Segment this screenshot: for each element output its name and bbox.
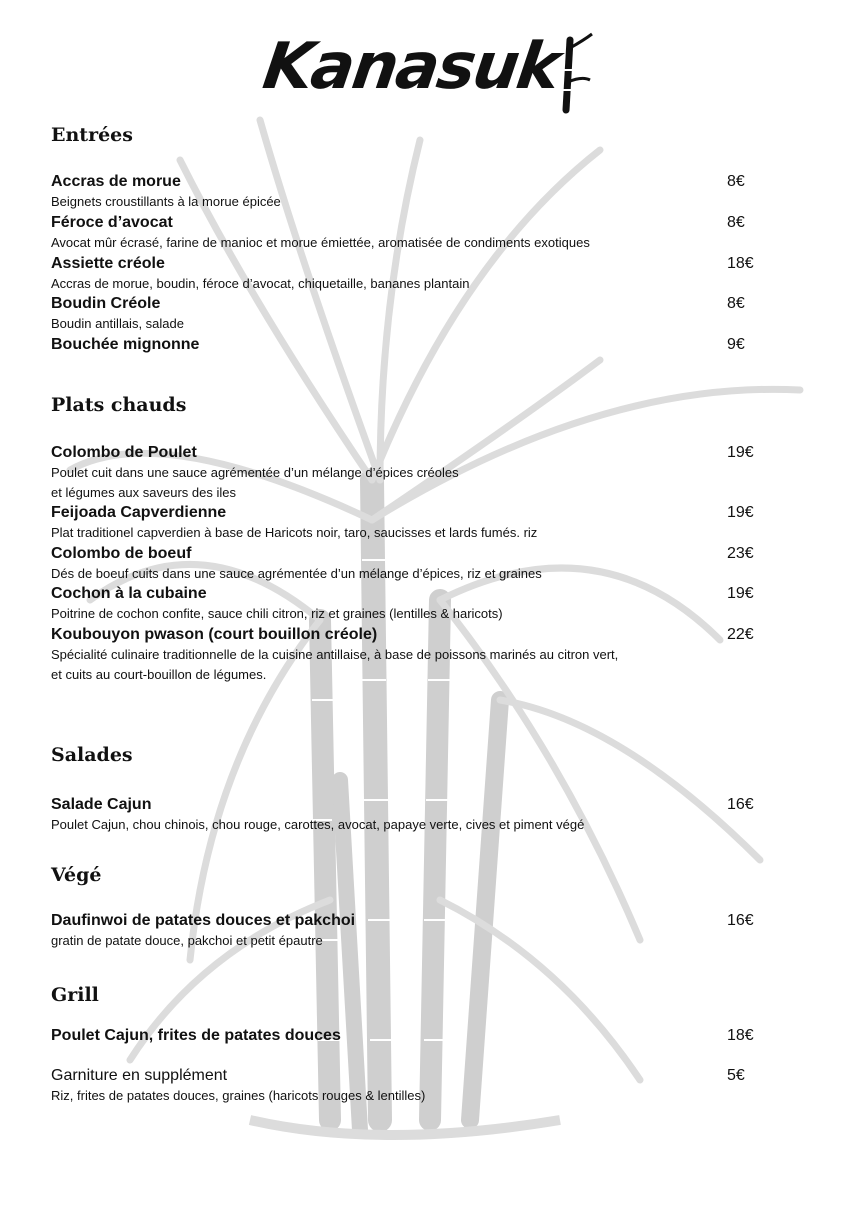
- item-description: et cuits au court-bouillon de légumes.: [51, 667, 267, 682]
- item-description: Poitrine de cochon confite, sauce chili citron, riz et graines (lentilles & haricots): [51, 606, 503, 621]
- item-name: Bouchée mignonne: [51, 336, 200, 353]
- section-title: Salades: [51, 744, 133, 766]
- sugarcane-logo-icon: [556, 30, 596, 114]
- item-price: 16€: [727, 796, 754, 813]
- menu-item: [51, 1066, 771, 1106]
- logo-wordmark: Kanasuk: [258, 30, 563, 104]
- item-description: Spécialité culinaire traditionnelle de la cuisine antillaise, à base de poissons marinés au citron vert,: [51, 647, 619, 662]
- item-price: 23€: [727, 545, 754, 562]
- item-price: 16€: [727, 912, 754, 929]
- item-description: Poulet cuit dans une sauce agrémentée d’un mélange d’épices créoles: [51, 465, 459, 480]
- menu-item: [51, 503, 771, 543]
- item-description: Beignets croustillants à la morue épicée: [51, 194, 281, 209]
- menu-item: [51, 443, 771, 503]
- item-price: 18€: [727, 255, 754, 272]
- menu-item: [51, 625, 771, 685]
- item-description: Plat traditionel capverdien à base de Haricots noir, taro, saucisses et lards fumés. riz: [51, 525, 538, 540]
- item-description: Riz, frites de patates douces, graines (haricots rouges & lentilles): [51, 1088, 426, 1103]
- item-name: Boudin Créole: [51, 295, 161, 312]
- item-price: 22€: [727, 626, 754, 643]
- item-name: Daufinwoi de patates douces et pakchoi: [51, 912, 356, 929]
- menu-item: [51, 294, 771, 334]
- item-description: Dés de boeuf cuits dans une sauce agrémentée d’un mélange d’épices, riz et graines: [51, 566, 542, 581]
- menu-item: [51, 213, 771, 253]
- item-name: Colombo de boeuf: [51, 545, 192, 562]
- item-price: 8€: [727, 173, 745, 190]
- item-price: 19€: [727, 444, 754, 461]
- item-name: Accras de morue: [51, 173, 181, 190]
- item-name: Féroce d’avocat: [51, 214, 173, 231]
- item-price: 5€: [727, 1067, 745, 1084]
- item-description: gratin de patate douce, pakchoi et petit épautre: [51, 933, 323, 948]
- menu-item: [51, 795, 771, 835]
- item-description: et légumes aux saveurs des iles: [51, 485, 236, 500]
- menu-item: [51, 254, 771, 294]
- section-title: Plats chauds: [51, 394, 187, 416]
- section-title: Végé: [51, 864, 102, 886]
- item-name: Koubouyon pwason (court bouillon créole): [51, 626, 378, 643]
- item-price: 18€: [727, 1027, 754, 1044]
- section-title: Grill: [51, 984, 99, 1006]
- logo: [0, 30, 860, 114]
- item-price: 8€: [727, 295, 745, 312]
- item-name: Feijoada Capverdienne: [51, 504, 227, 521]
- menu-item: [51, 911, 771, 951]
- menu-item: [51, 584, 771, 624]
- item-description: Boudin antillais, salade: [51, 316, 184, 331]
- item-price: 19€: [727, 504, 754, 521]
- menu-item: [51, 544, 771, 584]
- menu-item: [51, 1026, 771, 1046]
- item-name: Garniture en supplément: [51, 1067, 228, 1084]
- item-name: Salade Cajun: [51, 796, 152, 813]
- item-price: 8€: [727, 214, 745, 231]
- item-name: Assiette créole: [51, 255, 165, 272]
- item-price: 19€: [727, 585, 754, 602]
- item-description: Poulet Cajun, chou chinois, chou rouge, carottes, avocat, papaye verte, cives et piment végé: [51, 817, 585, 832]
- menu-item: [51, 172, 771, 212]
- item-name: Poulet Cajun, frites de patates douces: [51, 1027, 341, 1044]
- item-description: Accras de morue, boudin, féroce d’avocat, chiquetaille, bananes plantain: [51, 276, 470, 291]
- item-description: Avocat mûr écrasé, farine de manioc et morue émiettée, aromatisée de condiments exotiques: [51, 235, 590, 250]
- section-title: Entrées: [51, 124, 133, 146]
- item-name: Cochon à la cubaine: [51, 585, 207, 602]
- item-price: 9€: [727, 336, 745, 353]
- menu-item: [51, 335, 771, 355]
- item-name: Colombo de Poulet: [51, 444, 197, 461]
